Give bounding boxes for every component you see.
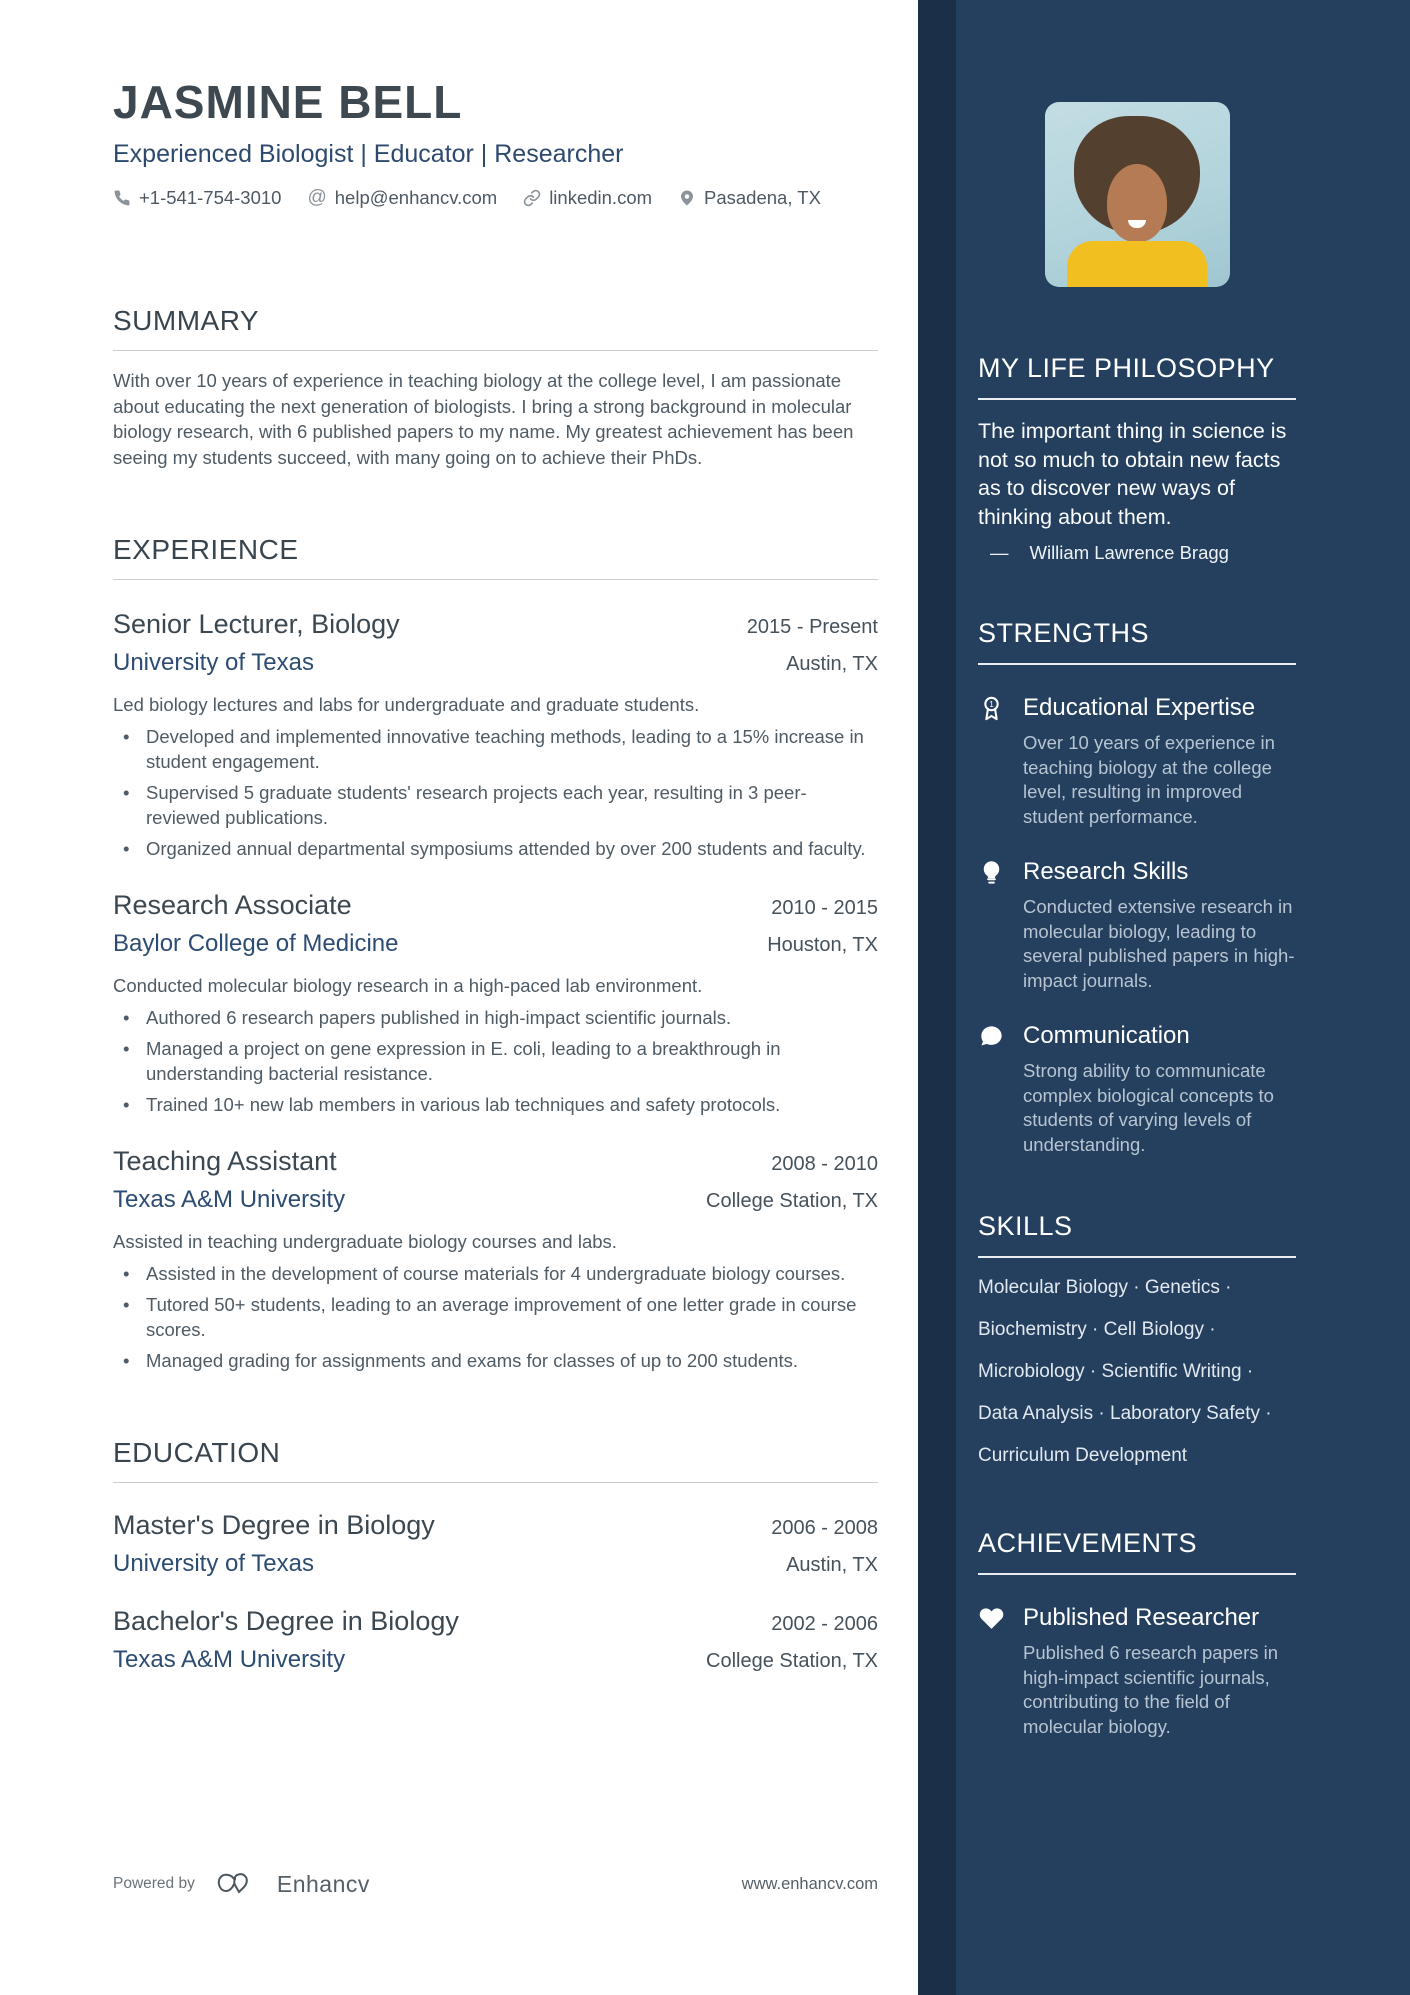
attribution-name: William Lawrence Bragg bbox=[1029, 542, 1229, 563]
phone-contact[interactable] bbox=[113, 187, 281, 209]
job-location: Houston, TX bbox=[767, 934, 878, 956]
photo-sweater-shape bbox=[1067, 241, 1207, 287]
job-location: Austin, TX bbox=[786, 653, 878, 675]
education-section bbox=[113, 1435, 878, 1675]
link-icon bbox=[523, 189, 541, 207]
email-contact[interactable] bbox=[307, 187, 497, 209]
location-contact bbox=[678, 187, 821, 209]
philosophy-section bbox=[978, 351, 1296, 564]
summary-heading: SUMMARY bbox=[113, 305, 260, 336]
achievements-section bbox=[978, 1526, 1296, 1739]
brand-name: Enhancv bbox=[276, 1870, 370, 1897]
degree-title: Bachelor's Degree in Biology bbox=[113, 1606, 459, 1636]
skill-line: Data Analysis · Laboratory Safety · bbox=[978, 1403, 1272, 1424]
experience-divider bbox=[113, 579, 878, 580]
job-bullet: • Developed and implemented innovative teaching methods, leading to a 15% increase in student engagement. bbox=[113, 724, 878, 774]
achievement-title: Published Researcher bbox=[1023, 1604, 1260, 1631]
job-bullet: • Managed a project on gene expression in E. coli, leading to a breakthrough in understanding bacterial resistance. bbox=[113, 1036, 878, 1086]
job-title: Research Associate bbox=[113, 890, 352, 920]
location-text: Pasadena, TX bbox=[704, 187, 821, 208]
achievements-heading: ACHIEVEMENTS bbox=[978, 1526, 1296, 1575]
skill-line: Curriculum Development bbox=[978, 1445, 1188, 1466]
speech-bubble-icon bbox=[978, 1020, 1008, 1157]
heart-icon bbox=[978, 1602, 1008, 1739]
strength-title: Research Skills bbox=[1023, 858, 1189, 885]
degree-location: College Station, TX bbox=[706, 1650, 878, 1672]
strengths-section bbox=[978, 616, 1296, 1157]
experience-entry bbox=[113, 1143, 878, 1373]
strength-title: Communication bbox=[1023, 1022, 1190, 1049]
job-title: Teaching Assistant bbox=[113, 1146, 337, 1176]
skill-line: Microbiology · Scientific Writing · bbox=[978, 1361, 1254, 1382]
svg-text:1: 1 bbox=[989, 699, 994, 709]
education-entry bbox=[113, 1603, 878, 1675]
phone-icon bbox=[113, 189, 131, 207]
email-address: help@enhancv.com bbox=[334, 187, 498, 208]
strength-title: Educational Expertise bbox=[1023, 694, 1256, 721]
experience-entry bbox=[113, 606, 878, 861]
degree-school: University of Texas bbox=[113, 1550, 314, 1577]
job-intro: Conducted molecular biology research in a high-paced lab environment. bbox=[113, 975, 703, 996]
powered-by-label: Powered by bbox=[113, 1875, 195, 1892]
experience-heading: EXPERIENCE bbox=[113, 534, 299, 565]
linkedin-contact[interactable] bbox=[523, 187, 652, 209]
philosophy-attribution bbox=[978, 542, 1296, 564]
job-bullet-list bbox=[113, 724, 878, 861]
education-heading: EDUCATION bbox=[113, 1437, 281, 1468]
skills-section bbox=[978, 1209, 1296, 1468]
job-bullet-list bbox=[113, 1005, 878, 1117]
job-bullet: • Trained 10+ new lab members in various lab techniques and safety protocols. bbox=[113, 1092, 878, 1117]
summary-divider bbox=[113, 350, 878, 351]
strength-item bbox=[978, 856, 1296, 993]
degree-dates: 2002 - 2006 bbox=[771, 1613, 878, 1635]
job-dates: 2015 - Present bbox=[746, 616, 878, 638]
at-icon: @ bbox=[307, 187, 327, 208]
job-company: Baylor College of Medicine bbox=[113, 930, 399, 957]
candidate-headline: Experienced Biologist | Educator | Researcher bbox=[113, 140, 624, 168]
skill-line: Molecular Biology · Genetics · bbox=[978, 1277, 1232, 1298]
experience-entry bbox=[113, 887, 878, 1117]
linkedin-url: linkedin.com bbox=[549, 187, 653, 208]
photo-face-shape bbox=[1107, 164, 1167, 242]
award-icon bbox=[978, 692, 1008, 829]
job-title: Senior Lecturer, Biology bbox=[113, 609, 400, 639]
job-location: College Station, TX bbox=[706, 1190, 878, 1212]
attribution-dash: — bbox=[990, 542, 1008, 563]
job-bullet-list bbox=[113, 1261, 878, 1373]
footer-website-link[interactable]: www.enhancv.com bbox=[741, 1874, 878, 1893]
strength-description: Over 10 years of experience in teaching biology at the college level, resulting in improved student performance. bbox=[1023, 732, 1275, 827]
philosophy-quote: The important thing in science is not so much to obtain new facts as to discover new ways of thinking about them. bbox=[978, 419, 1287, 529]
job-bullet: • Managed grading for assignments and exams for classes of up to 200 students. bbox=[113, 1348, 878, 1373]
lightbulb-icon bbox=[978, 856, 1008, 993]
job-bullet: • Organized annual departmental symposiums attended by over 200 students and faculty. bbox=[113, 836, 878, 861]
degree-title: Master's Degree in Biology bbox=[113, 1510, 435, 1540]
phone-number: +1-541-754-3010 bbox=[139, 187, 282, 208]
strength-item bbox=[978, 1020, 1296, 1157]
job-company: University of Texas bbox=[113, 649, 314, 676]
job-dates: 2008 - 2010 bbox=[771, 1153, 878, 1175]
achievement-description: Published 6 research papers in high-impact scientific journals, contributing to the field of molecular biology. bbox=[1023, 1642, 1279, 1737]
degree-dates: 2006 - 2008 bbox=[771, 1517, 878, 1539]
job-dates: 2010 - 2015 bbox=[771, 897, 878, 919]
summary-section bbox=[113, 303, 878, 470]
strength-description: Conducted extensive research in molecular biology, leading to several published papers in high-impact journals. bbox=[1023, 896, 1295, 991]
profile-photo bbox=[1045, 102, 1230, 287]
job-intro: Led biology lectures and labs for undergraduate and graduate students. bbox=[113, 694, 700, 715]
philosophy-heading: MY LIFE PHILOSOPHY bbox=[978, 351, 1296, 400]
experience-section bbox=[113, 532, 878, 1373]
degree-school: Texas A&M University bbox=[113, 1646, 346, 1673]
summary-text: With over 10 years of experience in teaching biology at the college level, I am passionate about educating the next generation of biologists. I bring a strong background in molecular biology research, with 6 published papers to my name. My greatest achievement has been seeing my students succeed, with many going on to achieve their PhDs. bbox=[113, 370, 854, 468]
skills-list bbox=[978, 1275, 1296, 1468]
location-icon bbox=[678, 189, 696, 207]
job-bullet: • Supervised 5 graduate students' research projects each year, resulting in 3 peer-reviewed publications. bbox=[113, 780, 878, 830]
job-intro: Assisted in teaching undergraduate biology courses and labs. bbox=[113, 1231, 617, 1252]
degree-location: Austin, TX bbox=[786, 1554, 878, 1576]
education-divider bbox=[113, 1482, 878, 1483]
job-company: Texas A&M University bbox=[113, 1186, 346, 1213]
resume-main-column bbox=[113, 0, 878, 1995]
job-bullet: • Authored 6 research papers published in high-impact scientific journals. bbox=[113, 1005, 878, 1030]
strengths-heading: STRENGTHS bbox=[978, 616, 1296, 665]
skill-line: Biochemistry · Cell Biology · bbox=[978, 1319, 1216, 1340]
footer bbox=[113, 1870, 878, 1898]
strength-item bbox=[978, 692, 1296, 829]
achievement-item bbox=[978, 1602, 1296, 1739]
skills-heading: SKILLS bbox=[978, 1209, 1296, 1258]
job-bullet: • Tutored 50+ students, leading to an average improvement of one letter grade in course scores. bbox=[113, 1292, 878, 1342]
education-entry bbox=[113, 1507, 878, 1579]
candidate-name: JASMINE BELL bbox=[113, 76, 463, 128]
strength-description: Strong ability to communicate complex biological concepts to students of varying levels of understanding. bbox=[1023, 1060, 1274, 1155]
job-bullet: • Assisted in the development of course materials for 4 undergraduate biology courses. bbox=[113, 1261, 878, 1286]
enhancv-logo-icon bbox=[213, 1870, 259, 1898]
resume-sidebar bbox=[918, 0, 1410, 1995]
contact-row bbox=[113, 187, 878, 209]
